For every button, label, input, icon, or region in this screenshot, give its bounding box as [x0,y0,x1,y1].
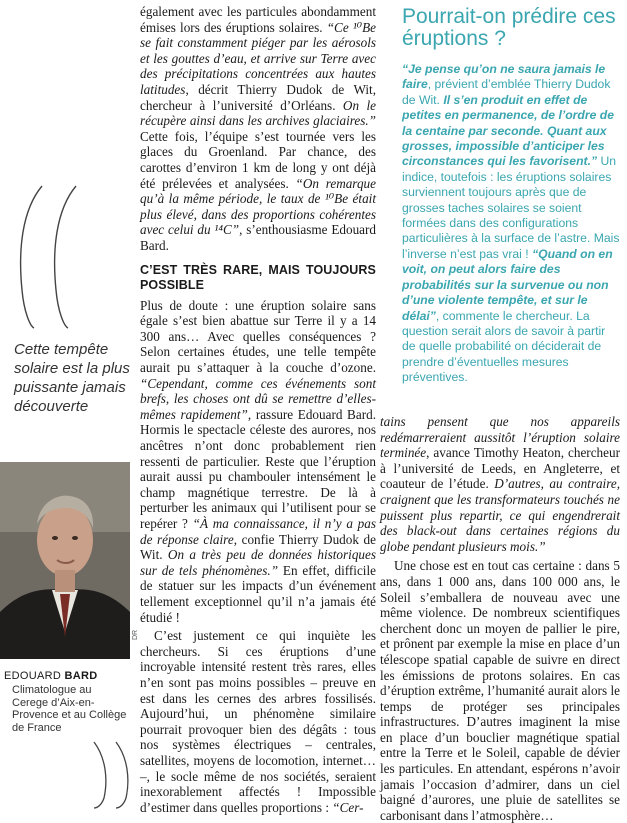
text-run: , décrit Thierry Dudok de Wit, chercheur à l’université d’Orléans. [140,81,376,113]
article-paragraph [380,414,620,554]
pull-quote: Cette tempête solaire est la plus puissante jamais découverte [14,341,130,415]
quoted-text: “Cependant, comme ces événements sont brefs, les choses ont dû se remettre d’elles-mêmes rapidement” [140,375,376,422]
section-subheading: C’EST TRÈS RARE, MAIS TOUJOURS POSSIBLE [140,262,376,293]
text-run: , commente le chercheur. La question serait alors de savoir à partir de quelle probabilité on déciderait de prendre d’éventuelles mesures préventives. [402,308,606,385]
portrait-photo [0,462,130,659]
quoted-text: On le récupère ainsi dans les archives glaciaires.” [140,97,376,129]
text-run: , s’enthousiasme Edouard Bard. [140,222,377,253]
text-run: C’est justement ce qui inquiète les chercheurs. Si ces éruptions d’une incroyable intensité restent très rares, elles n’en sont pas moins possibles – preuve en est dans les cernes des arbres fossilisés. Aujourd’hui, un phénomène similaire pourrait provoquer bien des dégâts : tous nos systèmes électriques – centrales, satellites, moyens de locomotion, internet… –, le socle même de nos sociétés, seraient inexorablement affectés ! Impossible d’estimer dans quelles proportions : [140,628,376,815]
photo-caption-role: Climatologue au Cerege d’Aix-en-Provence et au Collège de France [12,684,127,734]
caption-first-name: EDOUARD [4,670,62,682]
right-article-column [380,414,620,823]
article-paragraph [140,298,376,625]
article-paragraph [140,4,376,254]
text-run: Un indice, toutefois : les éruptions solaires surviennent toujours après que de grosses taches solaires se soient formées dans des configurations particulières à la surface de l’astre. Mais l’inverse n’est pas vrai ! [402,154,620,261]
text-run: , prévient d’emblée Thierry Dudok de Wit. [402,77,611,107]
caption-last-name: BARD [64,670,98,682]
quoted-text: “À ma connaissance, il n’y a pas de réponse claire [140,516,376,547]
photo-credit: DR [132,629,139,640]
text-run: Une chose est en tout cas certaine : dans 5 ans, dans 1 000 ans, dans 100 000 ans, le Soleil s’emballera de nouveau avec une même violence. De nombreux scientifiques cherchent donc un moyen de pallier le pire, et prônent par exemple la mise en place d’un télescope spatial capable de suivre en direct les émissions de protons solaires. En cas d’éruption extrême, l’humanité aurait alors le temps de protéger ses principales infrastructures. D’autres imaginent la mise en place d’un bouclier magnétique spatial entre la Terre et le Soleil, capable de dévier les particules. En attendant, espérons n’avoir jamais l’occasion d’admirer, dans un ciel baigné d’aurores, une pluie de satellites se carbonisant dans l’atmosphère… [380,558,620,823]
open-quote-mark-icon [4,180,84,330]
sidebar-body [402,62,622,386]
text-run: également avec les particules abondamment émises lors des éruptions solaires. [140,4,376,35]
text-run: , avance Timothy Heaton, chercheur à l’université de Leeds, en Angleterre, et coauteur de l’étude. [380,445,620,492]
portrait-illustration [0,462,130,659]
sidebar-title: Pourrait-on prédire ces éruptions ? [402,5,616,50]
text-run: , confie Thierry Dudok de Wit. [140,531,376,563]
close-quote-mark-icon [86,740,130,810]
quoted-text: Il s’en produit en effet de petites en permanence, de l’ordre de la centaine par seconde. Quant aux grosses, impossible d’anticiper les circonstances qui les favorisent.” [402,92,614,169]
article-paragraph [140,628,376,815]
text-run: En effet, difficile de statuer sur les impacts d’un événement tellement exceptionnel qu’il n’a jamais été étudié ! [140,562,376,625]
text-run: Plus de doute : une éruption solaire sans égale s’est bien abattue sur Terre il y a 14 300 ans… Avec quelles conséquences ? Selon certaines études, une telle tempête aurait pu s’attaquer à la couche d’ozone. [140,297,376,376]
quoted-text: D’autres, au contraire, craignent que les transformateurs touchés ne puissent plus repartir, ce qui engendrerait des black-out dans certaines régions du globe pendant plusieurs mois.” [380,476,621,554]
quoted-text: tains pensent que nos appareils redémarreraient aussitôt l’éruption solaire terminée [380,414,620,461]
text-run: Cette fois, l’équipe s’est tournée vers les glaces du Groenland. Par chance, des carottes d’environ 1 km de long y ont déjà été prélevées et analysées. [140,128,376,191]
quoted-text: “Quand on en voit, on peut alors faire des probabilités sur la survenue ou non d’une violente tempête, et sur le délai” [402,246,613,323]
quoted-text: On a très peu de données historiques sur de tels phénomènes.” [140,547,376,578]
quoted-text: “Ce ¹⁰Be se fait constamment piéger par les aérosols et les gouttes d’eau, et arrive sur Terre avec des précipitations concentrées aux hautes latitudes [140,19,376,97]
text-run: , rassure Edouard Bard. Hormis le spectacle céleste des aurores, nos ancêtres n’ont donc probablement rien ressenti de particulier. Reste que l’éruption aurait aussi pu chambouler intensément le champ magnétique terrestre. De là à perturber les animaux qui l’utilisent pour se repérer ? [140,406,376,531]
quoted-text: “On remarque qu’à la même période, le taux de ¹⁰Be était plus élevé, dans des proportions cohérentes avec celui du ¹⁴C” [140,175,376,238]
photo-caption-name [4,670,97,683]
quoted-text: “Je pense qu’on ne saura jamais le faire [402,62,606,92]
main-article-column [140,4,376,815]
article-paragraph [380,558,620,823]
quoted-text: “Cer- [332,799,364,815]
